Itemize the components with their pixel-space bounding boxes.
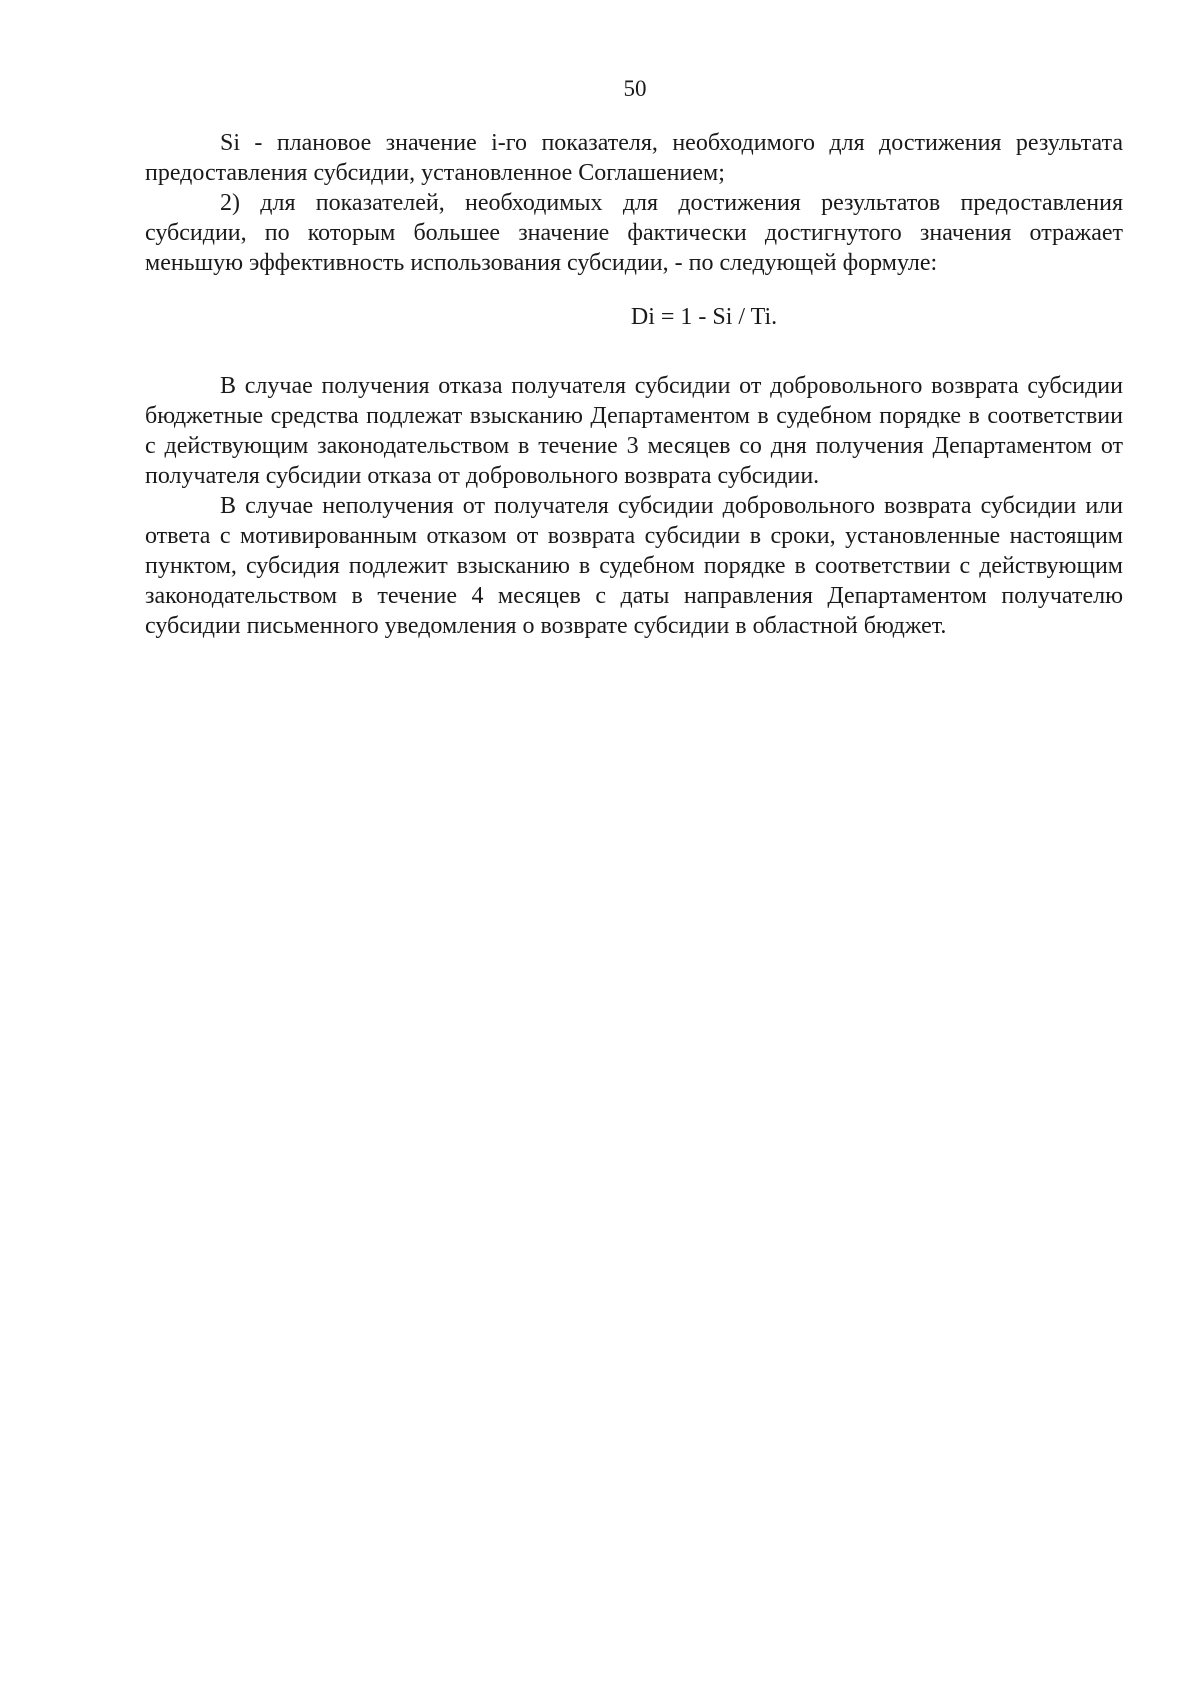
text-block-bottom	[145, 371, 1123, 641]
paragraph-non-receipt: В случае неполучения от получателя субсидии добровольного возврата субсидии или ответа с мотивированным отказом от возврата субсидии в сроки, установленные настоящим пунктом, субсидия подлежит взысканию в судебном порядке в соответствии с действующим законодательством в течение 4 месяцев с даты направления Департаментом получателю субсидии письменного уведомления о возврате субсидии в областной бюджет.	[145, 493, 1123, 639]
paragraph-si-definition: Si - плановое значение i-го показателя, необходимого для достижения результата предоставления субсидии, установленное Соглашением;	[145, 130, 1123, 186]
text-block-top	[145, 128, 1123, 366]
page-number: 50	[623, 76, 647, 101]
formula: Di = 1 - Si / Ti.	[630, 304, 778, 330]
paragraph-item-2: 2) для показателей, необходимых для достижения результатов предоставления субсидии, по которым большее значение фактически достигнутого значения отражает меньшую эффективность использования субсидии, - по следующей формуле:	[145, 190, 1123, 276]
paragraph-refusal: В случае получения отказа получателя субсидии от добровольного возврата субсидии бюджетные средства подлежат взысканию Департаментом в судебном порядке в соответствии с действующим законодательством в течение 3 месяцев со дня получения Департаментом от получателя субсидии отказа от добровольного возврата субсидии.	[145, 373, 1123, 489]
